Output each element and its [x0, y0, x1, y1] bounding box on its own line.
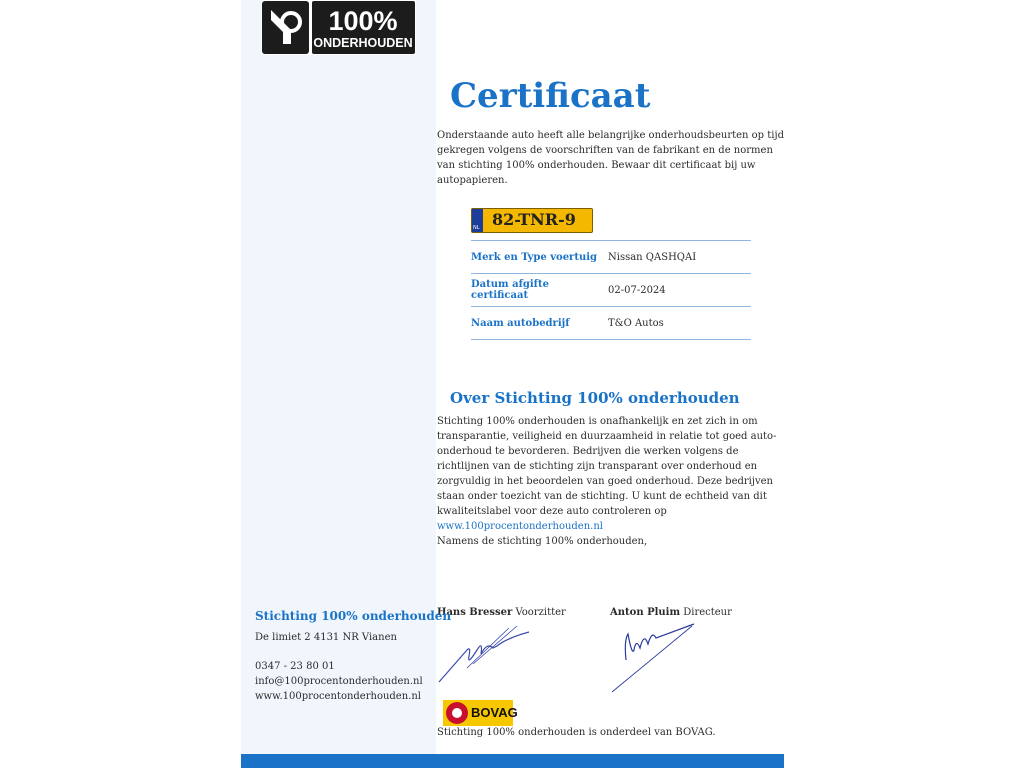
bovag-emblem-icon [446, 702, 468, 724]
bovag-logo [443, 700, 518, 726]
org-phone: 0347 - 23 80 01 [255, 661, 335, 672]
signer-name: Anton Pluim [610, 607, 681, 618]
row-value-vehicle: Nissan QASHQAI [608, 241, 751, 274]
org-email: info@100procentonderhouden.nl [255, 676, 423, 687]
about-title: Over Stichting 100% onderhouden [450, 389, 740, 407]
signature-director-image [610, 620, 700, 694]
about-text [437, 414, 789, 549]
verify-link[interactable]: www.100procentonderhouden.nl [437, 521, 603, 532]
signature-chairman-image [437, 620, 537, 686]
logo-number: 100% [328, 6, 398, 36]
signature-chairman [437, 607, 566, 618]
signer-role: Directeur [683, 607, 732, 618]
signer-name: Hans Bresser [437, 607, 513, 618]
eu-flag-icon [472, 209, 483, 232]
table-row [471, 241, 751, 274]
vehicle-info-table [471, 240, 751, 340]
table-row [471, 307, 751, 340]
org-website: www.100procentonderhouden.nl [255, 691, 421, 702]
about-body: Stichting 100% onderhouden is onafhankelijk en zet zich in om transparantie, veiligheid en duurzaamheid in relatie tot goed auto-onderhoud te bevorderen. Bedrijven die werken volgens de richtlijnen van de stichting zijn transparant over onderhoud en zorgvuldig in het beoordelen van goed onderhoud. Deze bedrijven staan onder toezicht van de stichting. U kunt de echtheid van dit kwaliteitslabel voor deze auto controleren op [437, 416, 777, 517]
logo-100-onderhouden [261, 0, 416, 55]
certificate-title: Certificaat [450, 76, 651, 116]
org-name: Stichting 100% onderhouden [255, 609, 452, 623]
signature-director [610, 607, 732, 618]
logo-word: ONDERHOUDEN [313, 36, 413, 50]
row-value-date: 02-07-2024 [608, 274, 751, 307]
certificate-intro: Onderstaande auto heeft alle belangrijke onderhoudsbeurten op tijd gekregen volgens de voorschriften van de fabrikant en de normen van stichting 100% onderhouden. Bewaar dit certificaat bij uw autopapieren. [437, 130, 784, 186]
signer-role: Voorzitter [515, 607, 566, 618]
row-label-dealer: Naam autobedrijf [471, 307, 608, 340]
org-address: De limiet 2 4131 NR Vianen [255, 632, 397, 643]
row-label-vehicle: Merk en Type voertuig [471, 241, 608, 274]
bovag-logo-text: BOVAG [471, 705, 518, 720]
table-row [471, 274, 751, 307]
license-plate [471, 208, 593, 233]
row-label-date: Datum afgifte certificaat [471, 274, 608, 307]
plate-country: NL [473, 225, 480, 231]
bottom-bar [241, 754, 784, 768]
bovag-note: Stichting 100% onderhouden is onderdeel van BOVAG. [437, 727, 716, 738]
plate-number: 82-TNR-9 [492, 210, 576, 229]
row-value-dealer: T&O Autos [608, 307, 751, 340]
about-closing: Namens de stichting 100% onderhouden, [437, 536, 648, 547]
